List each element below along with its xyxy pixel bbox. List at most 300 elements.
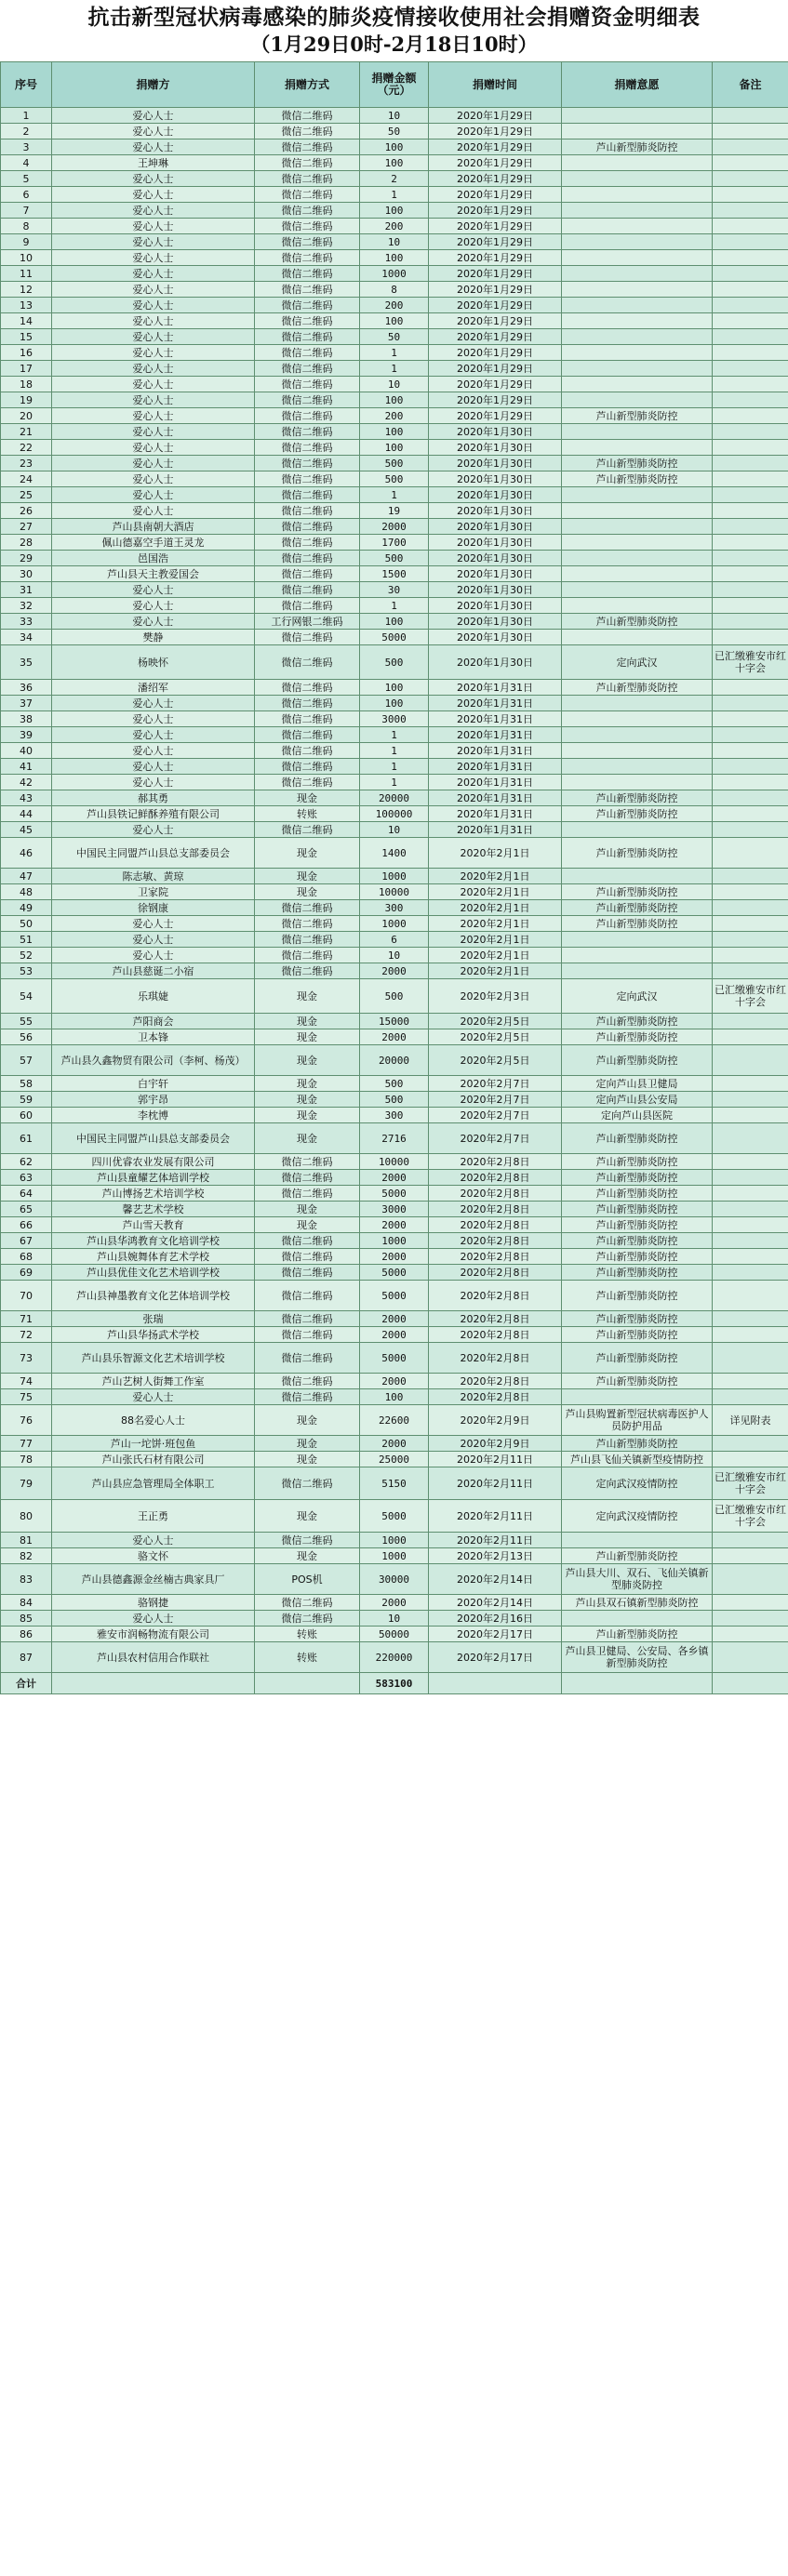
cell-donor: 芦山县慈诞二小宿 — [52, 963, 255, 979]
cell-date: 2020年1月30日 — [429, 487, 562, 503]
cell-intent — [562, 345, 713, 361]
total-amount: 583100 — [360, 1673, 429, 1694]
cell-donor: 芦山县婉舞体育艺术学校 — [52, 1249, 255, 1265]
cell-remark — [713, 1595, 788, 1611]
cell-no: 47 — [1, 869, 52, 884]
cell-donor: 王正勇 — [52, 1500, 255, 1533]
cell-method: 微信二维码 — [255, 1311, 360, 1327]
cell-method: 微信二维码 — [255, 645, 360, 680]
cell-date: 2020年1月29日 — [429, 266, 562, 282]
cell-no: 86 — [1, 1627, 52, 1642]
cell-donor: 爱心人士 — [52, 266, 255, 282]
cell-no: 10 — [1, 250, 52, 266]
cell-intent: 芦山新型肺炎防控 — [562, 1233, 713, 1249]
cell-intent: 芦山新型肺炎防控 — [562, 471, 713, 487]
cell-remark — [713, 234, 788, 250]
cell-amount: 30000 — [360, 1564, 429, 1595]
cell-remark — [713, 759, 788, 775]
cell-remark — [713, 282, 788, 298]
cell-date: 2020年2月8日 — [429, 1343, 562, 1374]
cell-no: 81 — [1, 1533, 52, 1548]
cell-method: 转账 — [255, 1642, 360, 1673]
cell-amount: 10 — [360, 822, 429, 838]
table-row — [1, 1343, 788, 1374]
table-row — [1, 1436, 788, 1452]
cell-donor: 邑国浩 — [52, 551, 255, 566]
cell-method: 微信二维码 — [255, 727, 360, 743]
cell-remark: 详见附表 — [713, 1405, 788, 1436]
cell-intent — [562, 250, 713, 266]
cell-donor: 卫本锋 — [52, 1029, 255, 1045]
table-row — [1, 424, 788, 440]
cell-remark — [713, 1233, 788, 1249]
cell-remark — [713, 948, 788, 963]
cell-date: 2020年1月30日 — [429, 519, 562, 535]
cell-date: 2020年2月11日 — [429, 1467, 562, 1500]
cell-intent: 芦山新型肺炎防控 — [562, 1627, 713, 1642]
cell-no: 22 — [1, 440, 52, 456]
cell-intent — [562, 282, 713, 298]
cell-no: 73 — [1, 1343, 52, 1374]
cell-method: 微信二维码 — [255, 234, 360, 250]
cell-intent — [562, 582, 713, 598]
table-row — [1, 869, 788, 884]
cell-remark — [713, 711, 788, 727]
cell-remark — [713, 1249, 788, 1265]
cell-no: 2 — [1, 124, 52, 139]
cell-no: 16 — [1, 345, 52, 361]
cell-method: 现金 — [255, 790, 360, 806]
cell-method: 转账 — [255, 806, 360, 822]
cell-no: 63 — [1, 1170, 52, 1186]
cell-remark — [713, 535, 788, 551]
cell-no: 17 — [1, 361, 52, 377]
cell-donor: 芦山县乐智源文化艺术培训学校 — [52, 1343, 255, 1374]
table-row — [1, 1374, 788, 1389]
cell-intent: 芦山新型肺炎防控 — [562, 1186, 713, 1202]
cell-method: 微信二维码 — [255, 471, 360, 487]
cell-donor: 爱心人士 — [52, 329, 255, 345]
cell-amount: 100 — [360, 614, 429, 630]
cell-intent: 定向武汉疫情防控 — [562, 1500, 713, 1533]
table-row — [1, 313, 788, 329]
cell-no: 45 — [1, 822, 52, 838]
cell-no: 87 — [1, 1642, 52, 1673]
cell-amount: 50000 — [360, 1627, 429, 1642]
cell-date: 2020年1月29日 — [429, 155, 562, 171]
cell-amount: 500 — [360, 1092, 429, 1108]
cell-date: 2020年1月30日 — [429, 535, 562, 551]
cell-amount: 100 — [360, 139, 429, 155]
cell-amount: 10000 — [360, 1154, 429, 1170]
cell-date: 2020年2月8日 — [429, 1217, 562, 1233]
cell-intent — [562, 963, 713, 979]
cell-date: 2020年2月1日 — [429, 916, 562, 932]
cell-intent — [562, 711, 713, 727]
cell-donor: 爱心人士 — [52, 1533, 255, 1548]
cell-amount: 3000 — [360, 711, 429, 727]
cell-donor: 爱心人士 — [52, 187, 255, 203]
cell-intent: 芦山新型肺炎防控 — [562, 456, 713, 471]
cell-no: 13 — [1, 298, 52, 313]
cell-amount: 15000 — [360, 1014, 429, 1029]
cell-no: 71 — [1, 1311, 52, 1327]
cell-no: 39 — [1, 727, 52, 743]
cell-date: 2020年1月30日 — [429, 645, 562, 680]
cell-date: 2020年2月9日 — [429, 1436, 562, 1452]
cell-method: 现金 — [255, 1014, 360, 1029]
cell-amount: 300 — [360, 1108, 429, 1123]
cell-donor: 芦山县德鑫源金丝楠古典家具厂 — [52, 1564, 255, 1595]
cell-no: 55 — [1, 1014, 52, 1029]
cell-intent — [562, 187, 713, 203]
cell-donor: 王坤琳 — [52, 155, 255, 171]
cell-intent: 芦山县飞仙关镇新型疫情防控 — [562, 1452, 713, 1467]
cell-remark — [713, 139, 788, 155]
table-row — [1, 298, 788, 313]
table-row — [1, 1595, 788, 1611]
cell-method: 微信二维码 — [255, 440, 360, 456]
cell-intent — [562, 759, 713, 775]
cell-donor: 爱心人士 — [52, 108, 255, 124]
cell-remark — [713, 822, 788, 838]
table-row — [1, 124, 788, 139]
cell-no: 72 — [1, 1327, 52, 1343]
cell-donor: 爱心人士 — [52, 696, 255, 711]
cell-date: 2020年2月8日 — [429, 1233, 562, 1249]
cell-intent: 芦山新型肺炎防控 — [562, 1045, 713, 1076]
table-row — [1, 598, 788, 614]
cell-no: 12 — [1, 282, 52, 298]
cell-intent — [562, 313, 713, 329]
table-row — [1, 680, 788, 696]
table-row — [1, 187, 788, 203]
table-row — [1, 219, 788, 234]
cell-method: 微信二维码 — [255, 124, 360, 139]
cell-donor: 爱心人士 — [52, 711, 255, 727]
cell-no: 62 — [1, 1154, 52, 1170]
table-row — [1, 1123, 788, 1154]
cell-intent — [562, 566, 713, 582]
cell-amount: 1 — [360, 775, 429, 790]
cell-intent: 芦山新型肺炎防控 — [562, 1265, 713, 1281]
cell-method: 微信二维码 — [255, 822, 360, 838]
table-row — [1, 551, 788, 566]
page-title: 抗击新型冠状病毒感染的肺炎疫情接收使用社会捐赠资金明细表 — [87, 5, 701, 30]
cell-intent — [562, 743, 713, 759]
cell-method: 微信二维码 — [255, 282, 360, 298]
cell-donor: 佩山德嘉空手道王灵龙 — [52, 535, 255, 551]
cell-intent — [562, 124, 713, 139]
cell-intent — [562, 266, 713, 282]
cell-remark — [713, 806, 788, 822]
cell-intent: 芦山新型肺炎防控 — [562, 1327, 713, 1343]
cell-donor: 芦山博扬艺术培训学校 — [52, 1186, 255, 1202]
cell-donor: 四川优睿农业发展有限公司 — [52, 1154, 255, 1170]
page-subtitle: （1月29日0时-2月18日10时） — [250, 33, 538, 56]
cell-donor: 88名爱心人士 — [52, 1405, 255, 1436]
cell-remark — [713, 932, 788, 948]
cell-donor: 芦山县神墨教育文化艺体培训学校 — [52, 1281, 255, 1311]
cell-no: 31 — [1, 582, 52, 598]
cell-date: 2020年2月7日 — [429, 1092, 562, 1108]
cell-remark — [713, 1533, 788, 1548]
cell-method: 现金 — [255, 1076, 360, 1092]
cell-remark — [713, 582, 788, 598]
table-row — [1, 822, 788, 838]
cell-date: 2020年1月30日 — [429, 551, 562, 566]
cell-date: 2020年1月29日 — [429, 298, 562, 313]
cell-date: 2020年1月31日 — [429, 822, 562, 838]
cell-donor: 骆钢捷 — [52, 1595, 255, 1611]
cell-method: 微信二维码 — [255, 535, 360, 551]
cell-intent: 芦山新型肺炎防控 — [562, 1029, 713, 1045]
table-row — [1, 377, 788, 392]
cell-amount: 5150 — [360, 1467, 429, 1500]
cell-date: 2020年2月11日 — [429, 1452, 562, 1467]
table-row — [1, 1452, 788, 1467]
cell-remark — [713, 298, 788, 313]
cell-remark — [713, 487, 788, 503]
cell-method: 微信二维码 — [255, 1595, 360, 1611]
cell-method: 微信二维码 — [255, 1281, 360, 1311]
cell-amount: 2 — [360, 171, 429, 187]
cell-amount: 300 — [360, 900, 429, 916]
cell-amount: 1 — [360, 345, 429, 361]
cell-method: 微信二维码 — [255, 313, 360, 329]
cell-no: 65 — [1, 1202, 52, 1217]
cell-intent: 定向芦山县医院 — [562, 1108, 713, 1123]
cell-method: 微信二维码 — [255, 266, 360, 282]
table-row — [1, 361, 788, 377]
cell-date: 2020年2月1日 — [429, 869, 562, 884]
cell-donor: 芦山县农村信用合作联社 — [52, 1642, 255, 1673]
cell-no: 34 — [1, 630, 52, 645]
cell-remark — [713, 155, 788, 171]
cell-intent — [562, 171, 713, 187]
cell-intent: 芦山新型肺炎防控 — [562, 1436, 713, 1452]
header-row — [1, 62, 788, 108]
donation-table — [0, 61, 788, 1694]
cell-method: 微信二维码 — [255, 298, 360, 313]
cell-intent: 芦山县卫健局、公安局、各乡镇新型肺炎防控 — [562, 1642, 713, 1673]
cell-donor: 中国民主同盟芦山县总支部委员会 — [52, 838, 255, 869]
cell-amount: 100000 — [360, 806, 429, 822]
cell-amount: 20000 — [360, 790, 429, 806]
cell-date: 2020年1月29日 — [429, 234, 562, 250]
cell-amount: 10 — [360, 377, 429, 392]
cell-donor: 爱心人士 — [52, 313, 255, 329]
cell-amount: 2000 — [360, 1595, 429, 1611]
cell-remark — [713, 392, 788, 408]
cell-date: 2020年1月30日 — [429, 471, 562, 487]
cell-remark — [713, 1029, 788, 1045]
cell-date: 2020年1月30日 — [429, 582, 562, 598]
cell-amount: 1000 — [360, 266, 429, 282]
table-row — [1, 108, 788, 124]
cell-remark: 已汇缴雅安市红十字会 — [713, 645, 788, 680]
cell-no: 7 — [1, 203, 52, 219]
cell-amount: 2000 — [360, 519, 429, 535]
cell-amount: 3000 — [360, 1202, 429, 1217]
cell-remark — [713, 1389, 788, 1405]
cell-donor: 雅安市润畅物流有限公司 — [52, 1627, 255, 1642]
cell-donor: 芦山雪天教育 — [52, 1217, 255, 1233]
cell-donor: 爱心人士 — [52, 1389, 255, 1405]
cell-intent: 芦山新型肺炎防控 — [562, 1281, 713, 1311]
cell-amount: 1 — [360, 727, 429, 743]
cell-amount: 100 — [360, 424, 429, 440]
cell-donor: 李枕博 — [52, 1108, 255, 1123]
cell-date: 2020年1月29日 — [429, 392, 562, 408]
cell-intent: 芦山新型肺炎防控 — [562, 884, 713, 900]
cell-no: 9 — [1, 234, 52, 250]
cell-amount: 6 — [360, 932, 429, 948]
cell-remark — [713, 503, 788, 519]
table-row — [1, 1311, 788, 1327]
cell-method: 微信二维码 — [255, 1249, 360, 1265]
cell-donor: 爱心人士 — [52, 298, 255, 313]
cell-intent — [562, 727, 713, 743]
cell-remark — [713, 1452, 788, 1467]
cell-intent — [562, 503, 713, 519]
cell-date: 2020年1月31日 — [429, 775, 562, 790]
cell-amount: 2000 — [360, 963, 429, 979]
cell-date: 2020年1月29日 — [429, 171, 562, 187]
cell-amount: 8 — [360, 282, 429, 298]
cell-no: 44 — [1, 806, 52, 822]
cell-donor: 芦山县华扬武术学校 — [52, 1327, 255, 1343]
cell-remark — [713, 614, 788, 630]
cell-method: 现金 — [255, 1029, 360, 1045]
table-row — [1, 234, 788, 250]
total-spacer-date — [429, 1673, 562, 1694]
cell-no: 56 — [1, 1029, 52, 1045]
cell-intent — [562, 598, 713, 614]
cell-intent: 芦山新型肺炎防控 — [562, 1154, 713, 1170]
cell-method: 现金 — [255, 979, 360, 1014]
cell-date: 2020年1月30日 — [429, 456, 562, 471]
table-row — [1, 345, 788, 361]
cell-date: 2020年2月3日 — [429, 979, 562, 1014]
cell-date: 2020年1月31日 — [429, 743, 562, 759]
cell-amount: 100 — [360, 1389, 429, 1405]
cell-no: 15 — [1, 329, 52, 345]
table-row — [1, 1533, 788, 1548]
cell-amount: 2000 — [360, 1029, 429, 1045]
cell-intent: 芦山新型肺炎防控 — [562, 806, 713, 822]
cell-donor: 爱心人士 — [52, 282, 255, 298]
cell-date: 2020年1月30日 — [429, 424, 562, 440]
cell-amount: 1000 — [360, 1548, 429, 1564]
cell-donor: 卫家院 — [52, 884, 255, 900]
cell-method: 微信二维码 — [255, 551, 360, 566]
cell-donor: 爱心人士 — [52, 408, 255, 424]
cell-donor: 芦山县优佳文化艺术培训学校 — [52, 1265, 255, 1281]
table-row — [1, 1045, 788, 1076]
cell-remark — [713, 1642, 788, 1673]
cell-donor: 爱心人士 — [52, 614, 255, 630]
cell-remark — [713, 519, 788, 535]
cell-donor: 郝其勇 — [52, 790, 255, 806]
cell-no: 35 — [1, 645, 52, 680]
cell-donor: 爱心人士 — [52, 916, 255, 932]
cell-amount: 100 — [360, 155, 429, 171]
table-row — [1, 696, 788, 711]
total-spacer-donor — [52, 1673, 255, 1694]
cell-donor: 芦山县铁记鲜酥养殖有限公司 — [52, 806, 255, 822]
cell-date: 2020年1月31日 — [429, 806, 562, 822]
cell-amount: 200 — [360, 298, 429, 313]
cell-amount: 1500 — [360, 566, 429, 582]
cell-method: 微信二维码 — [255, 743, 360, 759]
table-row — [1, 1170, 788, 1186]
cell-amount: 100 — [360, 440, 429, 456]
cell-no: 57 — [1, 1045, 52, 1076]
table-row — [1, 408, 788, 424]
cell-intent: 芦山新型肺炎防控 — [562, 408, 713, 424]
cell-intent — [562, 329, 713, 345]
table-row — [1, 171, 788, 187]
cell-method: 微信二维码 — [255, 948, 360, 963]
cell-intent — [562, 155, 713, 171]
cell-no: 21 — [1, 424, 52, 440]
cell-remark — [713, 1327, 788, 1343]
cell-no: 70 — [1, 1281, 52, 1311]
cell-no: 54 — [1, 979, 52, 1014]
cell-method: 微信二维码 — [255, 598, 360, 614]
cell-intent: 芦山新型肺炎防控 — [562, 1217, 713, 1233]
cell-no: 25 — [1, 487, 52, 503]
cell-method: 现金 — [255, 1452, 360, 1467]
cell-date: 2020年1月29日 — [429, 219, 562, 234]
cell-method: 微信二维码 — [255, 377, 360, 392]
cell-no: 78 — [1, 1452, 52, 1467]
cell-amount: 1000 — [360, 869, 429, 884]
cell-amount: 1 — [360, 759, 429, 775]
table-row — [1, 1642, 788, 1673]
table-row — [1, 1500, 788, 1533]
cell-method: 现金 — [255, 1092, 360, 1108]
cell-method: 现金 — [255, 1405, 360, 1436]
cell-remark — [713, 471, 788, 487]
cell-no: 37 — [1, 696, 52, 711]
col-header-remark: 备注 — [713, 62, 788, 108]
table-row — [1, 900, 788, 916]
cell-date: 2020年1月30日 — [429, 440, 562, 456]
table-row — [1, 614, 788, 630]
table-row — [1, 503, 788, 519]
cell-donor: 爱心人士 — [52, 775, 255, 790]
cell-method: 微信二维码 — [255, 203, 360, 219]
cell-donor: 芦山县童耀艺体培训学校 — [52, 1170, 255, 1186]
cell-donor: 爱心人士 — [52, 948, 255, 963]
table-row — [1, 775, 788, 790]
table-row — [1, 1217, 788, 1233]
cell-intent: 芦山新型肺炎防控 — [562, 1343, 713, 1374]
cell-method: 微信二维码 — [255, 487, 360, 503]
cell-method: 微信二维码 — [255, 171, 360, 187]
cell-amount: 2000 — [360, 1170, 429, 1186]
cell-date: 2020年2月7日 — [429, 1076, 562, 1092]
table-row — [1, 1029, 788, 1045]
cell-intent: 芦山新型肺炎防控 — [562, 916, 713, 932]
cell-method: 现金 — [255, 838, 360, 869]
cell-intent — [562, 630, 713, 645]
table-row — [1, 1233, 788, 1249]
cell-method: 微信二维码 — [255, 1233, 360, 1249]
cell-intent: 芦山新型肺炎防控 — [562, 1374, 713, 1389]
